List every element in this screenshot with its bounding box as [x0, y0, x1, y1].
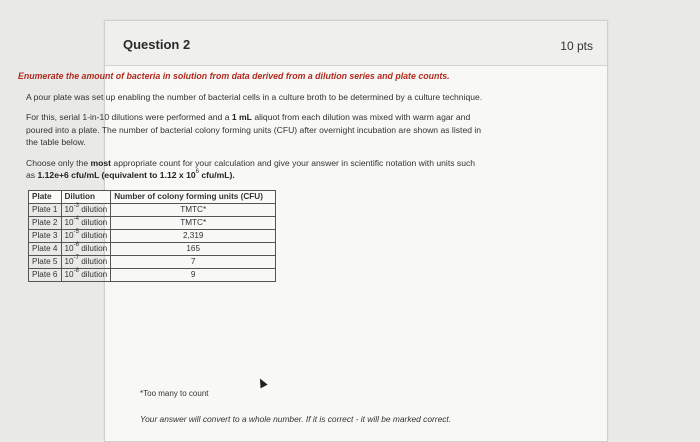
dilution-cell: [61, 255, 111, 268]
dilution-cell: [61, 229, 111, 242]
dilution-exp: -7: [73, 254, 79, 261]
dilution-table: [28, 190, 276, 282]
plate-cell: Plate 3: [29, 229, 62, 242]
header-cfu: Number of colony forming units (CFU): [111, 190, 276, 203]
question-header: [105, 21, 607, 66]
plate-cell: Plate 5: [29, 255, 62, 268]
question-points: 10 pts: [560, 39, 593, 53]
paragraph-3-b: appropriate count for your calculation and give your answer in scientific notation with units such as: [26, 157, 476, 180]
dilution-cell: [61, 242, 111, 255]
dilution-exp: -5: [73, 228, 79, 235]
dilution-exp: -6: [73, 241, 79, 248]
plate-cell: Plate 4: [29, 242, 62, 255]
dilution-base: 10: [64, 230, 74, 240]
question-body: [18, 70, 486, 282]
paragraph-3-bold3: cfu/mL).: [199, 170, 235, 180]
dilution-label: dilution: [81, 243, 108, 253]
dilution-label: dilution: [81, 256, 108, 266]
cfu-cell: 9: [111, 268, 276, 281]
table-row: [29, 203, 276, 216]
dilution-base: 10: [64, 243, 74, 253]
cfu-cell: TMTC*: [111, 203, 276, 216]
plate-cell: Plate 6: [29, 268, 62, 281]
paragraph-3-bold1: most: [90, 157, 112, 168]
plate-cell: Plate 1: [29, 203, 62, 216]
table-row: [29, 268, 276, 281]
dilution-label: dilution: [81, 269, 108, 279]
table-row: [29, 216, 276, 229]
dilution-exp: -4: [73, 215, 79, 222]
dilution-label: dilution: [81, 217, 108, 227]
paragraph-2-a: For this, serial 1-in-10 dilutions were performed and a: [26, 112, 232, 122]
dilution-base: 10: [64, 256, 74, 266]
dilution-base: 10: [64, 217, 74, 227]
dilution-base: 10: [64, 204, 74, 214]
plate-cell: Plate 2: [29, 216, 62, 229]
table-row: [29, 242, 276, 255]
paragraph-3-sup: 6: [195, 169, 199, 175]
table-row: [29, 255, 276, 268]
paragraph-3-a: Choose only the: [26, 157, 91, 168]
paragraph-2: [26, 111, 486, 149]
header-dilution: Dilution: [61, 190, 111, 203]
paragraph-2-b: aliquot from each dilution was mixed with warm agar and poured into a plate. The number of bacterial colony forming units (CFU) after overnight incubation are shown as listed in the table below.: [26, 112, 482, 147]
dilution-cell: [61, 216, 111, 229]
question-title: Question 2: [123, 37, 191, 52]
paragraph-2-bold: 1 mL: [231, 112, 252, 122]
instruction-text: Enumerate the amount of bacteria in solution from data derived from a dilution series and plate counts.: [18, 71, 450, 81]
header-plate: Plate: [29, 190, 62, 203]
paragraph-1: A pour plate was set up enabling the number of bacterial cells in a culture broth to be determined by a culture technique.: [26, 91, 483, 102]
dilution-base: 10: [64, 269, 74, 279]
dilution-label: dilution: [81, 230, 108, 240]
dilution-label: dilution: [81, 204, 108, 214]
dilution-exp: -3: [73, 202, 79, 209]
footnote: *Too many to count: [140, 389, 209, 398]
dilution-cell: [61, 203, 111, 216]
dilution-exp: -8: [73, 267, 79, 274]
paragraph-3-bold2: 1.12e+6 cfu/mL (equivalent to 1.12 x 10: [37, 170, 196, 180]
table-row: [29, 229, 276, 242]
cfu-cell: 165: [111, 242, 276, 255]
cfu-cell: 7: [111, 255, 276, 268]
table-header-row: [29, 190, 276, 203]
dilution-cell: [61, 268, 111, 281]
answer-note: Your answer will convert to a whole number. If it is correct - it will be marked correct.: [140, 414, 452, 424]
cfu-cell: TMTC*: [111, 216, 276, 229]
paragraph-3: [26, 157, 486, 182]
cfu-cell: 2,319: [111, 229, 276, 242]
